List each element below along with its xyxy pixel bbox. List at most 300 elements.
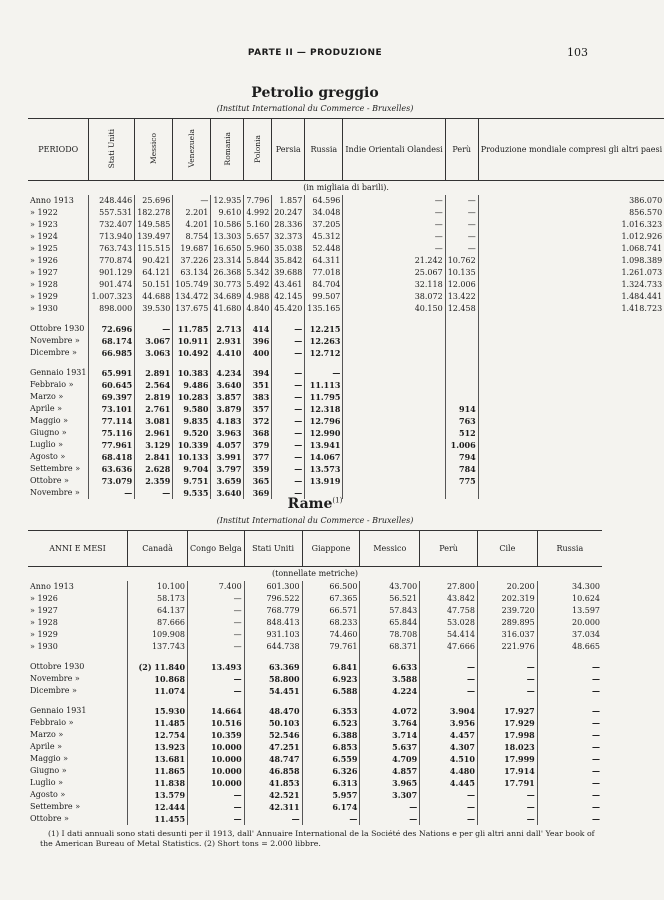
cell-value: 10.000 [188,777,245,789]
cell-value [343,367,445,379]
cell-value: — [477,673,537,685]
cell-value: 6.923 [302,673,360,685]
spacer-cell [478,315,664,323]
cell-value: 1.016.323 [478,219,664,231]
cell-value: 6.174 [302,801,360,813]
cell-value: 37.226 [173,255,211,267]
cell-value: 25.696 [135,195,173,207]
cell-value: 38.072 [343,291,445,303]
row-label: » 1927 [30,606,58,615]
row-label: Febbraio » [30,718,74,727]
cell-value: 17.999 [477,753,537,765]
cell-value: 109.908 [128,629,188,641]
cell-value: — [173,195,211,207]
cell-value: 6.559 [302,753,360,765]
cell-value: 20.000 [537,617,602,629]
table-row [28,279,664,291]
row-label: » 1926 [30,256,58,265]
cell-value [478,347,664,359]
table-row [28,347,664,359]
cell-value: 77.114 [89,415,135,427]
row-label: Settembre » [30,802,81,811]
cell-value: 4.857 [360,765,420,777]
cell-value: 135.165 [305,303,343,315]
cell-value: 7.796 [244,195,272,207]
cell-value: — [272,379,305,391]
cell-value [445,391,478,403]
cell-value: 357 [244,403,272,415]
row-label: Dicembre » [30,348,77,357]
spacer-cell [305,359,343,367]
spacer-cell [89,359,135,367]
cell-value: 9.520 [173,427,211,439]
cell-value: 4.201 [173,219,211,231]
cell-value: 35.038 [272,243,305,255]
cell-value: — [272,475,305,487]
cell-value: 10.000 [188,753,245,765]
table-row [28,813,602,825]
cell-value: 14.067 [305,451,343,463]
row-label: » 1926 [30,594,58,603]
table-row [28,243,664,255]
cell-value: 9.704 [173,463,211,475]
rame-col-header: Messico [360,531,420,567]
cell-value: 43.700 [360,581,420,593]
cell-value: 10.586 [211,219,244,231]
petrolio-col-header: Produzione mondiale compresi gli altri paesi [478,119,664,181]
cell-value: 13.573 [305,463,343,475]
cell-value: — [343,207,445,219]
cell-value: 5.960 [244,243,272,255]
cell-value [445,347,478,359]
cell-value: 45.312 [305,231,343,243]
cell-value: 6.588 [302,685,360,697]
table-row [28,219,664,231]
cell-value: 48.470 [244,705,302,717]
cell-value: 10.516 [188,717,245,729]
cell-value: 40.150 [343,303,445,315]
cell-value: 4.840 [244,303,272,315]
cell-value: 14.664 [188,705,245,717]
row-label: Marzo » [30,392,64,401]
cell-value: 3.963 [211,427,244,439]
cell-value: — [537,661,602,673]
cell-value: 6.523 [302,717,360,729]
cell-value: — [537,673,602,685]
cell-value: 37.205 [305,219,343,231]
cell-value: 2.841 [135,451,173,463]
cell-value: 43.842 [420,593,478,605]
cell-value: — [420,801,478,813]
cell-value: 931.103 [244,629,302,641]
cell-value: 9.535 [173,487,211,499]
cell-value: 239.720 [477,605,537,617]
cell-value: 10.100 [128,581,188,593]
cell-value: — [188,685,245,697]
cell-value: 4.410 [211,347,244,359]
spacer-cell [188,653,245,661]
cell-value: 11.455 [128,813,188,825]
cell-value [343,475,445,487]
cell-value: 10.339 [173,439,211,451]
table-row [28,379,664,391]
cell-value: 74.460 [302,629,360,641]
cell-value: 66.500 [302,581,360,593]
cell-value: 30.773 [211,279,244,291]
cell-value: 763.743 [89,243,135,255]
cell-value: 7.400 [188,581,245,593]
petrolio-col-header-text: Polonia [253,134,263,163]
cell-value: 137.743 [128,641,188,653]
cell-value: 369 [244,487,272,499]
cell-value: 3.659 [211,475,244,487]
cell-value [343,451,445,463]
cell-value: 64.121 [135,267,173,279]
cell-value: 13.681 [128,753,188,765]
table-row [28,801,602,813]
row-label: Febbraio » [30,380,74,389]
petrolio-col-header-text: Venezuela [187,129,197,168]
cell-value: — [537,765,602,777]
cell-value: 414 [244,323,272,335]
row-label: » 1929 [30,292,58,301]
cell-value: 3.797 [211,463,244,475]
cell-value: 3.764 [360,717,420,729]
cell-value [478,475,664,487]
cell-value: 386.070 [478,195,664,207]
cell-value: — [272,427,305,439]
cell-value: 72.696 [89,323,135,335]
cell-value: — [445,231,478,243]
cell-value: — [537,729,602,741]
cell-value: 1.007.323 [89,291,135,303]
cell-value: — [537,777,602,789]
cell-value: 202.319 [477,593,537,605]
cell-value: 644.738 [244,641,302,653]
cell-value: 4.234 [211,367,244,379]
cell-value: 2.201 [173,207,211,219]
cell-value: 28.336 [272,219,305,231]
cell-value: 54.451 [244,685,302,697]
row-label: Novembre » [30,336,80,345]
cell-value: 221.976 [477,641,537,653]
spacer-cell [272,315,305,323]
spacer-cell [272,359,305,367]
rame-col-header: Cile [477,531,537,567]
cell-value: 39.688 [272,267,305,279]
cell-value: 43.461 [272,279,305,291]
spacer-row [28,315,664,323]
cell-value: 394 [244,367,272,379]
cell-value: 4.988 [244,291,272,303]
cell-value: — [89,487,135,499]
cell-value: 3.129 [135,439,173,451]
cell-value: 41.853 [244,777,302,789]
cell-value: — [420,673,478,685]
cell-value: 3.067 [135,335,173,347]
cell-value: 13.493 [188,661,245,673]
cell-value: 400 [244,347,272,359]
cell-value: 11.795 [305,391,343,403]
cell-value: 63.369 [244,661,302,673]
cell-value [478,403,664,415]
spacer-cell [128,697,188,705]
row-label: Dicembre » [30,686,77,695]
cell-value: 17.927 [477,705,537,717]
cell-value: 53.028 [420,617,478,629]
table-row [28,255,664,267]
row-label: Marzo » [30,730,64,739]
unit-row [28,567,602,582]
cell-value: 4.510 [420,753,478,765]
row-label: Anno 1913 [30,582,74,591]
row-label: Settembre » [30,464,81,473]
cell-value: 4.224 [360,685,420,697]
cell-value: 2.761 [135,403,173,415]
cell-value [445,335,478,347]
cell-value: 4.992 [244,207,272,219]
row-label: » 1930 [30,642,58,651]
cell-value: 2.359 [135,475,173,487]
cell-value: 75.116 [89,427,135,439]
table-row [28,729,602,741]
table-row [28,777,602,789]
cell-value: 77.018 [305,267,343,279]
spacer-cell [478,359,664,367]
cell-value [445,367,478,379]
spacer-cell [28,359,89,367]
cell-value: 9.751 [173,475,211,487]
row-label: Maggio » [30,754,69,763]
cell-value: 34.300 [537,581,602,593]
cell-value: 13.303 [211,231,244,243]
petrolio-col-header [89,119,135,181]
cell-value: 64.596 [305,195,343,207]
cell-value: — [360,813,420,825]
cell-value: 10.133 [173,451,211,463]
spacer-cell [537,697,602,705]
cell-value: — [537,801,602,813]
row-label: » 1922 [30,208,58,217]
cell-value [478,391,664,403]
cell-value: 901.474 [89,279,135,291]
cell-value: 6.313 [302,777,360,789]
cell-value: — [420,789,478,801]
cell-value [343,403,445,415]
spacer-cell [211,359,244,367]
cell-value: 856.570 [478,207,664,219]
cell-value: — [272,347,305,359]
cell-value: 46.858 [244,765,302,777]
table-row [28,391,664,403]
cell-value: — [272,323,305,335]
cell-value: 63.134 [173,267,211,279]
cell-value: — [272,439,305,451]
cell-value: 5.492 [244,279,272,291]
cell-value: 1.012.926 [478,231,664,243]
spacer-cell [173,359,211,367]
cell-value: 58.800 [244,673,302,685]
cell-value: — [272,335,305,347]
cell-value: — [537,753,602,765]
table-row [28,291,664,303]
cell-value [478,367,664,379]
cell-value: — [188,801,245,813]
spacer-cell [420,697,478,705]
unit-label: (in migliaia di barili). [303,183,389,192]
row-label: Maggio » [30,416,69,425]
cell-value: 35.842 [272,255,305,267]
spacer-cell [188,697,245,705]
cell-value: 13.941 [305,439,343,451]
cell-value: 17.929 [477,717,537,729]
petrolio-col-header [244,119,272,181]
cell-value: 3.991 [211,451,244,463]
cell-value: 794 [445,451,478,463]
cell-value: 99.507 [305,291,343,303]
spacer-cell [477,697,537,705]
cell-value: 66.985 [89,347,135,359]
spacer-cell [477,653,537,661]
cell-value [478,463,664,475]
cell-value: 10.762 [445,255,478,267]
table-row [28,323,664,335]
cell-value: — [537,789,602,801]
table-row [28,705,602,717]
row-label: Giugno » [30,428,67,437]
cell-value [478,439,664,451]
cell-value: 42.311 [244,801,302,813]
cell-value: 13.919 [305,475,343,487]
cell-value: 45.420 [272,303,305,315]
table-row [28,403,664,415]
row-label: Ottobre » [30,814,69,823]
cell-value: 20.200 [477,581,537,593]
cell-value: 13.422 [445,291,478,303]
petrolio-title: Petrolio greggio [251,85,379,101]
table-row [28,661,602,673]
spacer-cell [360,653,420,661]
cell-value: — [188,813,245,825]
rame-col-header: Stati Uniti [244,531,302,567]
cell-value: — [445,243,478,255]
rame-col-header: Giappone [302,531,360,567]
row-label: Ottobre 1930 [30,662,85,671]
table-row [28,641,602,653]
cell-value: 4.480 [420,765,478,777]
rame-col-header: Perù [420,531,478,567]
spacer-cell [537,653,602,661]
cell-value: 3.956 [420,717,478,729]
spacer-cell [302,653,360,661]
cell-value: 1.484.441 [478,291,664,303]
cell-value: 13.597 [537,605,602,617]
cell-value: 47.758 [420,605,478,617]
cell-value: — [272,391,305,403]
cell-value: — [537,705,602,717]
cell-value [478,379,664,391]
cell-value: 10.359 [188,729,245,741]
cell-value: — [420,661,478,673]
row-label: Ottobre » [30,476,69,485]
petrolio-col-header-text: Messico [149,133,159,164]
table-row [28,267,664,279]
spacer-cell [302,697,360,705]
table-row [28,741,602,753]
spacer-cell [28,315,89,323]
table-row [28,629,602,641]
spacer-cell [445,359,478,367]
cell-value: 3.714 [360,729,420,741]
cell-value: 351 [244,379,272,391]
row-label: Luglio » [30,440,63,449]
cell-value: — [343,231,445,243]
cell-value: 12.712 [305,347,343,359]
cell-value: — [445,219,478,231]
spacer-cell [445,315,478,323]
row-label: Luglio » [30,778,63,787]
cell-value: 73.101 [89,403,135,415]
cell-value [478,451,664,463]
table-row [28,593,602,605]
cell-value: — [188,605,245,617]
cell-value: 12.318 [305,403,343,415]
rame-col-header: Russia [537,531,602,567]
cell-value: 42.521 [244,789,302,801]
cell-value: 4.457 [420,729,478,741]
cell-value: 5.637 [360,741,420,753]
cell-value: 134.472 [173,291,211,303]
cell-value: 1.068.741 [478,243,664,255]
cell-value: 11.485 [128,717,188,729]
cell-value: — [302,813,360,825]
row-label: » 1923 [30,220,58,229]
cell-value: 2.819 [135,391,173,403]
cell-value: 60.645 [89,379,135,391]
table-row [28,605,602,617]
cell-value: — [135,323,173,335]
spacer-cell [135,359,173,367]
cell-value: — [477,813,537,825]
cell-value: 13.923 [128,741,188,753]
cell-value: — [188,593,245,605]
cell-value: — [188,629,245,641]
cell-value: 12.754 [128,729,188,741]
table-row [28,335,664,347]
cell-value: 12.935 [211,195,244,207]
cell-value: 5.657 [244,231,272,243]
cell-value: 52.546 [244,729,302,741]
cell-value [478,323,664,335]
cell-value: — [477,685,537,697]
cell-value: 44.688 [135,291,173,303]
petrolio-col-header: Indie Orientali Olandesi [343,119,445,181]
cell-value: 65.844 [360,617,420,629]
cell-value: 87.666 [128,617,188,629]
cell-value: 115.515 [135,243,173,255]
cell-value: 9.580 [173,403,211,415]
cell-value: 6.841 [302,661,360,673]
table-row [28,463,664,475]
cell-value: 557.531 [89,207,135,219]
row-label: » 1927 [30,268,58,277]
cell-value: 379 [244,439,272,451]
cell-value: — [244,813,302,825]
cell-value: 10.911 [173,335,211,347]
cell-value: 42.145 [272,291,305,303]
row-label: » 1924 [30,232,58,241]
cell-value: 3.063 [135,347,173,359]
